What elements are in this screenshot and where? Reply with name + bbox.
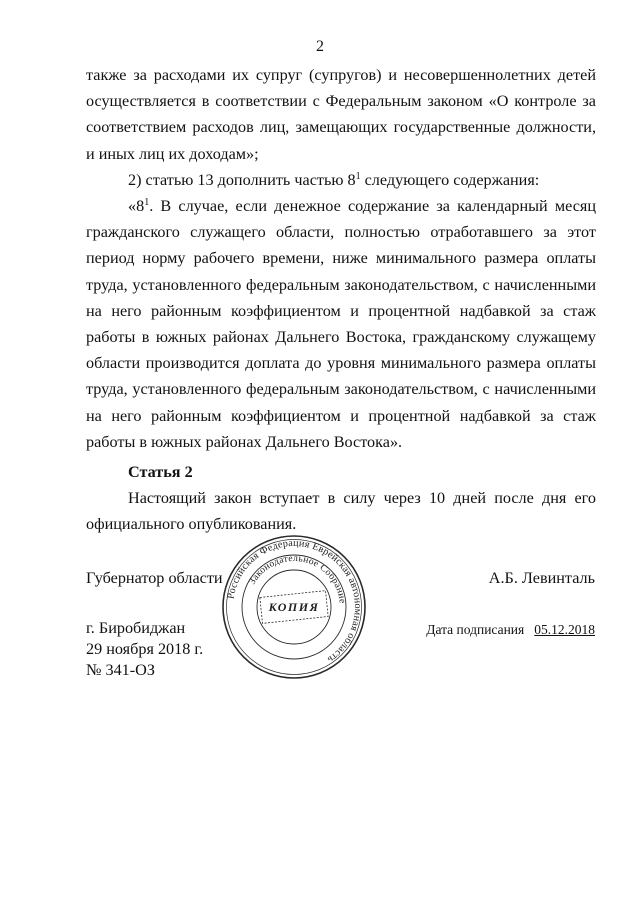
paragraph-4: Настоящий закон вступает в силу через 10 дней после дня его официального опубликования. bbox=[86, 489, 596, 534]
paragraph-3-start: «8 bbox=[128, 197, 145, 216]
paragraph-3 bbox=[86, 193, 596, 455]
seal-outer-text: Российская Федерация Еврейская автономная область bbox=[225, 537, 364, 666]
official-seal bbox=[221, 534, 367, 680]
signing-label: Дата подписания bbox=[426, 622, 525, 637]
paragraph-1: также за расходами их супруг (супругов) и несовершеннолетних детей осуществляется в соответствии с Федеральным законом «О контроле за соответствием расходов лиц, замещающих государственные должности, и иных лиц их доходам»; bbox=[86, 66, 596, 163]
document-body bbox=[86, 62, 596, 538]
paragraph-2 bbox=[86, 167, 596, 193]
signing-date-block bbox=[426, 622, 595, 638]
superscript: 1 bbox=[144, 197, 150, 209]
signing-date: 05.12.2018 bbox=[534, 622, 595, 637]
place-city: г. Биробиджан bbox=[86, 619, 186, 637]
seal-inner-text: Законодательное Собрание bbox=[246, 552, 348, 605]
place-block bbox=[86, 618, 203, 681]
signatory-title: Губернатор области bbox=[86, 569, 223, 587]
paragraph-2-end: следующего содержания: bbox=[364, 170, 540, 189]
seal-center-text: КОПИЯ bbox=[268, 600, 320, 614]
place-date: 29 ноября 2018 г. bbox=[86, 640, 204, 658]
superscript: 1 bbox=[355, 170, 361, 182]
paragraph-3-rest: . В случае, если денежное содержание за календарный месяц гражданского служащего области, полностью отработавшего за этот период норму рабочего времени, ниже минимального размера оплаты труда, установленного федеральным законодательством, с начисленными на него районным коэффициентом и процентной надбавкой за стаж работы в южных районах Дальнего Востока, гражданскому служащему области производится доплата до уровня минимального размера оплаты труда, установленного федеральным законодательством, с начисленными на него районным коэффициентом и процентной надбавкой за стаж работы в южных районах Дальнего Востока». bbox=[86, 197, 596, 451]
law-number: № 341-ОЗ bbox=[86, 661, 155, 679]
paragraph-2-start: 2) статью 13 дополнить частью 8 bbox=[128, 170, 356, 189]
signatory-name: А.Б. Левинталь bbox=[488, 569, 595, 587]
page-number: 2 bbox=[316, 38, 324, 55]
article-heading: Статья 2 bbox=[128, 463, 193, 482]
